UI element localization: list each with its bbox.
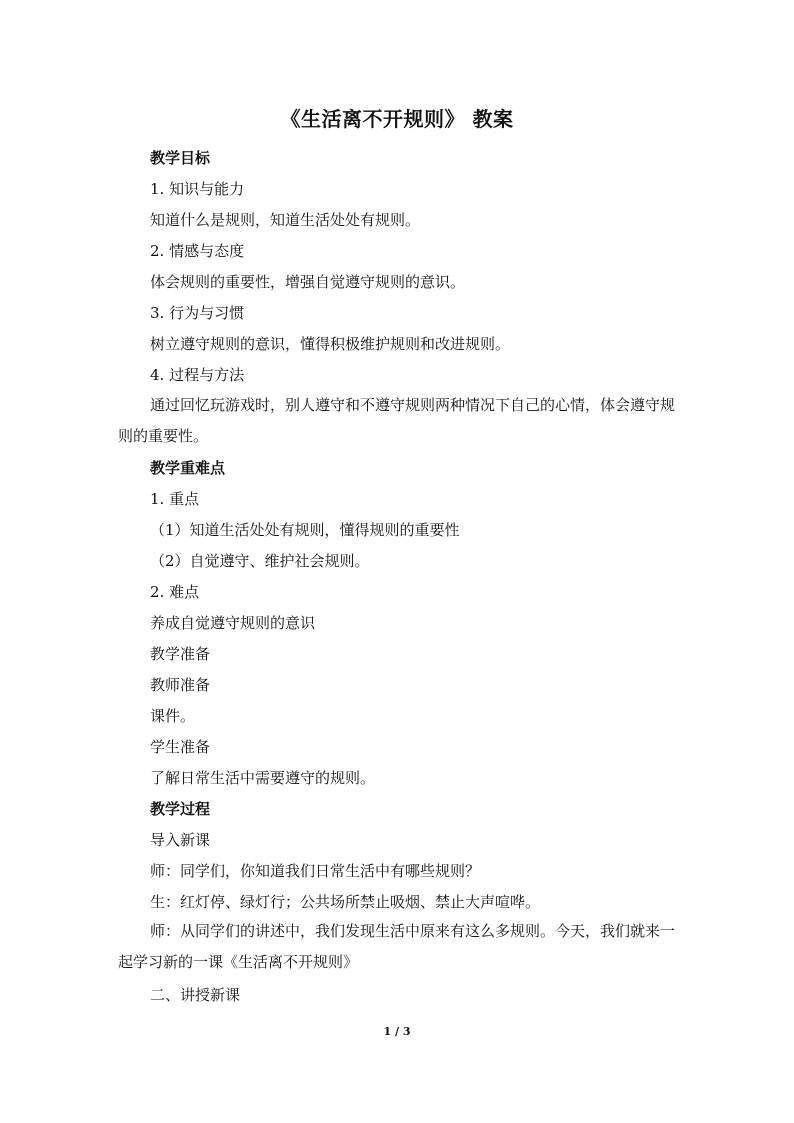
dialog-student-answer: 生：红灯停、绿灯行；公共场所禁止吸烟、禁止大声喧哗。 [150, 893, 541, 911]
goal2-heading: 2. 情感与态度 [150, 242, 245, 260]
goal2-text: 体会规则的重要性，增强自觉遵守规则的意识。 [150, 273, 466, 291]
key2-text: 养成自觉遵守规则的意识 [150, 614, 316, 632]
goal4-heading: 4. 过程与方法 [150, 366, 245, 384]
goal3-text: 树立遵守规则的意识，懂得积极维护规则和改进规则。 [150, 335, 511, 353]
heading-teaching-goals: 教学目标 [150, 149, 211, 167]
dialog-teacher-summary: 师：从同学们的讲述中，我们发现生活中原来有这么多规则。今天，我们就来一起学习新的一课《生活离不开规则》 [118, 922, 676, 971]
document-title: 《生活离不开规则》 教案 [280, 107, 514, 131]
teacher-prep-text: 课件。 [150, 707, 196, 725]
goal3-heading: 3. 行为与习惯 [150, 304, 245, 322]
goal1-heading: 1. 知识与能力 [150, 180, 245, 198]
heading-preparation: 教学准备 [150, 645, 211, 663]
intro-heading: 导入新课 [150, 831, 211, 849]
goal1-text: 知道什么是规则，知道生活处处有规则。 [150, 211, 421, 229]
new-lesson-heading: 二、讲授新课 [150, 986, 241, 1004]
goal4-text: 通过回忆玩游戏时，别人遵守和不遵守规则两种情况下自己的心情，体会遵守规则的重要性。 [118, 396, 676, 445]
teacher-prep-heading: 教师准备 [150, 676, 211, 694]
student-prep-heading: 学生准备 [150, 738, 211, 756]
key1-heading: 1. 重点 [150, 490, 200, 508]
key1-item2: （2）自觉遵守、维护社会规则。 [150, 552, 370, 570]
dialog-teacher-question: 师：同学们，你知道我们日常生活中有哪些规则？ [150, 862, 481, 880]
heading-teaching-process: 教学过程 [150, 800, 211, 818]
student-prep-text: 了解日常生活中需要遵守的规则。 [150, 769, 376, 787]
key1-item1: （1）知道生活处处有规则，懂得规则的重要性 [150, 521, 460, 539]
heading-key-points: 教学重难点 [150, 459, 226, 477]
key2-heading: 2. 难点 [150, 583, 200, 601]
page-number: 1 / 3 [383, 1025, 411, 1038]
